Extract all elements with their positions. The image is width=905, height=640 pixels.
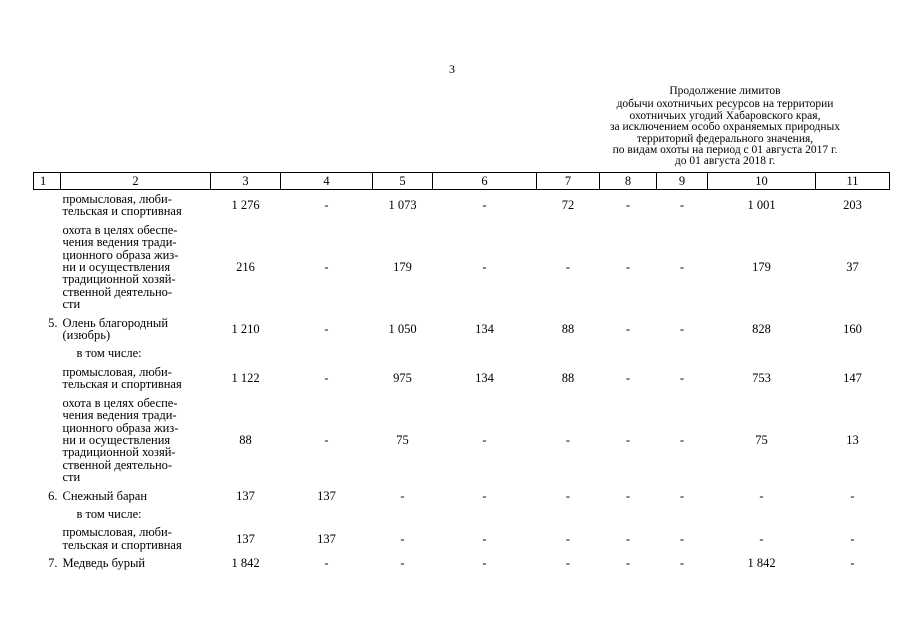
table-row [34,487,890,505]
value-cell: 137 [317,531,336,546]
hunting-category: в том числе: [76,506,142,521]
value-cell: - [850,488,855,503]
value-cell: 88 [561,371,575,386]
value-cell: - [679,488,685,503]
table-row [34,363,890,394]
caption-line: Продолжение лимитов [669,85,781,97]
column-header: 11 [816,173,890,190]
hunting-category: промысловая, люби- тельская и спортивная [62,192,182,219]
limits-table [33,172,890,573]
table-row [34,190,890,221]
value-cell: 13 [846,432,859,447]
value-cell: 137 [317,488,336,503]
value-cell: - [850,556,855,571]
value-cell: 75 [755,432,768,447]
value-cell: - [625,488,631,503]
value-cell [816,344,890,362]
column-header: 7 [537,173,600,190]
value-cell: - [565,488,571,503]
value-cell: 88 [239,432,252,447]
caption-line: за исключением особо охраняемых природных [609,121,841,134]
value-cell: 134 [475,371,494,386]
value-cell: - [759,531,764,546]
hunting-category: Снежный баран [62,488,148,503]
value-cell: - [625,321,631,336]
value-cell: 147 [843,371,862,386]
value-cell [537,505,600,523]
column-header: 8 [600,173,657,190]
row-number: 6. [48,488,58,503]
value-cell: 137 [236,488,255,503]
value-cell: 72 [561,198,575,213]
value-cell: - [324,198,329,213]
value-cell [537,344,600,362]
row-number [34,505,61,523]
column-number-row [34,173,890,190]
value-cell: - [324,371,329,386]
value-cell: - [850,531,855,546]
value-cell: - [679,432,685,447]
value-cell: 753 [752,371,771,386]
row-number [34,344,61,362]
column-header: 10 [708,173,816,190]
row-number: 5. [48,315,58,330]
value-cell [816,505,890,523]
value-cell: - [679,260,685,275]
value-cell: - [759,488,764,503]
value-cell [211,344,281,362]
caption-line: добычи охотничьих ресурсов на территории [616,98,834,111]
value-cell: - [324,556,329,571]
value-cell: 134 [475,321,494,336]
value-cell: - [565,556,571,571]
table-body [34,190,890,573]
value-cell [433,344,537,362]
value-cell: - [679,556,685,571]
value-cell: 179 [393,260,412,275]
value-cell: - [625,371,631,386]
value-cell: - [679,198,685,213]
value-cell: - [400,488,405,503]
value-cell: - [482,556,487,571]
value-cell: 1 122 [231,371,260,386]
value-cell: - [324,432,329,447]
value-cell: 828 [752,321,771,336]
value-cell: 1 001 [747,198,776,213]
value-cell: 179 [752,260,771,275]
value-cell: 1 842 [231,556,260,571]
value-cell: 1 842 [747,556,776,571]
row-number: 7. [48,556,58,571]
value-cell: 137 [236,531,255,546]
value-cell: - [400,556,405,571]
value-cell: - [679,531,685,546]
value-cell [281,344,373,362]
value-cell [600,344,657,362]
value-cell: - [324,260,329,275]
value-cell [281,505,373,523]
table-row [34,554,890,572]
caption-line: по видам охоты на период с 01 августа 2017 г. [612,144,838,157]
column-header: 5 [373,173,433,190]
table-row [34,505,890,523]
hunting-category: охота в целях обеспе- чения ведения тради- ционного образа жиз- ни и осуществления традиционной хозяй- ственной деятельно- сти [62,395,179,485]
row-number [34,221,61,314]
value-cell: 75 [396,432,409,447]
value-cell: 160 [843,321,862,336]
value-cell: - [625,531,631,546]
hunting-category: Медведь бурый [62,556,146,571]
row-number [34,394,61,487]
value-cell: - [565,260,571,275]
hunting-category: промысловая, люби- тельская и спортивная [62,364,182,392]
value-cell: - [400,531,405,546]
value-cell: - [482,488,487,503]
value-cell: 88 [561,321,575,336]
caption-line: до 01 августа 2018 г. [674,155,776,168]
value-cell: - [625,198,631,213]
value-cell: - [482,432,487,447]
caption-line: охотничьих угодий Хабаровского края, [629,109,821,122]
hunting-category: Олень благородный (изюбрь) [62,315,169,343]
value-cell: - [324,321,329,336]
value-cell: 975 [393,371,412,386]
hunting-category: промысловая, люби- тельская и спортивная [62,525,182,552]
hunting-category: охота в целях обеспе- чения ведения тради- ционного образа жиз- ни и осуществления традиционной хозяй- ственной деятельно- сти [62,222,179,312]
value-cell [657,505,708,523]
value-cell: 1 210 [231,321,260,336]
value-cell: - [565,432,571,447]
value-cell: - [482,531,487,546]
value-cell: - [625,432,631,447]
value-cell: 37 [846,260,859,275]
value-cell: 216 [236,260,255,275]
value-cell: - [679,321,685,336]
column-header: 4 [281,173,373,190]
column-header: 1 [34,173,61,190]
value-cell: 1 073 [388,198,417,213]
value-cell: - [625,556,631,571]
table-row [34,314,890,345]
table-row [34,523,890,554]
value-cell: - [565,531,571,546]
hunting-category: в том числе: [76,346,142,361]
value-cell [600,505,657,523]
table-row [34,394,890,487]
value-cell: - [482,260,487,275]
column-header: 6 [433,173,537,190]
column-header: 2 [61,173,211,190]
value-cell [373,344,433,362]
table-caption [570,86,880,168]
value-cell: - [625,260,631,275]
value-cell [657,344,708,362]
row-number [34,523,61,554]
row-number [34,363,61,394]
value-cell [708,344,816,362]
value-cell [708,505,816,523]
caption-line: территорий федерального значения, [636,132,814,145]
table-row [34,344,890,362]
value-cell: 203 [843,198,862,213]
page-number: 3 [449,62,455,76]
value-cell [211,505,281,523]
value-cell [373,505,433,523]
column-header: 9 [657,173,708,190]
table-row [34,221,890,314]
value-cell: - [482,198,487,213]
value-cell: - [679,371,685,386]
column-header: 3 [211,173,281,190]
row-number [34,190,61,221]
value-cell: 1 050 [388,321,417,336]
value-cell: 1 276 [231,198,260,213]
value-cell [433,505,537,523]
